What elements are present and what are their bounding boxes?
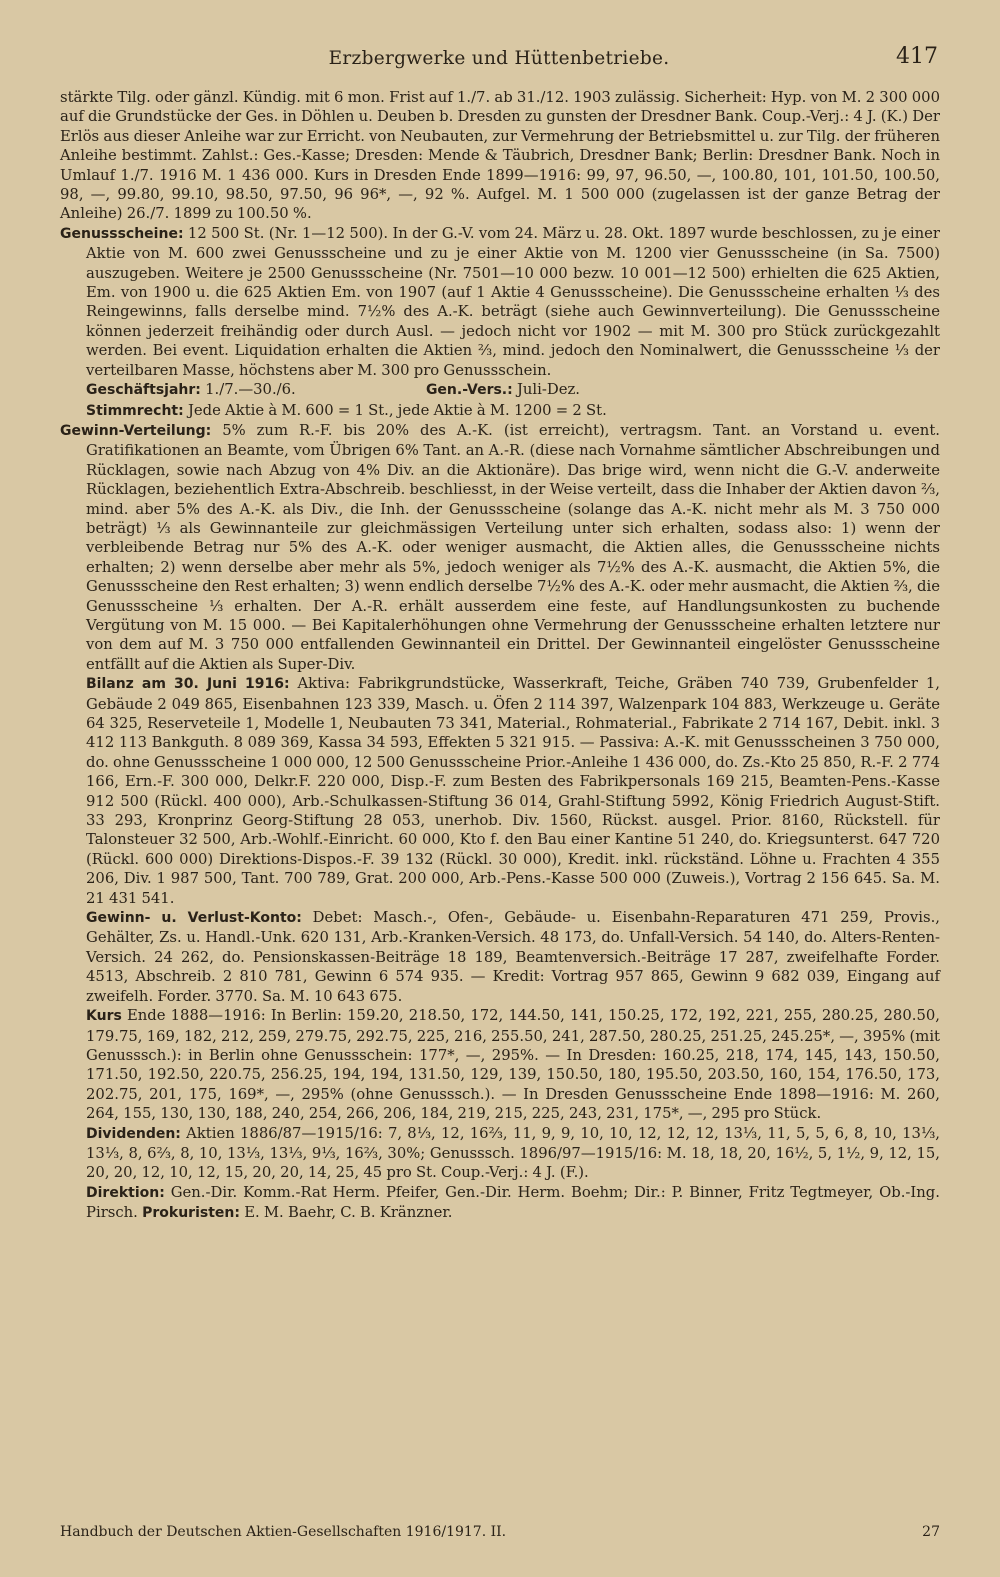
paragraph-bilanz xyxy=(60,674,940,908)
footer-handbook-title: Handbuch der Deutschen Aktien-Gesellschaften 1916/1917. II. xyxy=(60,1524,507,1540)
paragraph-dividenden xyxy=(60,1124,940,1183)
dividenden-label: Dividenden: xyxy=(86,1125,181,1142)
paragraph-anleihe: stärkte Tilg. oder gänzl. Kündig. mit 6 mon. Frist auf 1./7. ab 31./12. 1903 zulässig. Sicherheit: Hyp. von M. 2 300 000 auf die Grundstücke der Ges. in Döhlen u. Deuben b. Dresden zu gunsten der Dresdner Bank. Coup.-Verj.: 4 J. (K.) Der Erlös aus dieser Anleihe war zur Erricht. von Neubauten, zur Vermehrung der Betriebsmittel u. zur Tilg. der früheren Anleihe bestimmt. Zahlst.: Ges.-Kasse; Dresden: Mende & Täubrich, Dresdner Bank; Berlin: Dresdner Bank. Noch in Umlauf 1./7. 1916 M. 1 436 000. Kurs in Dresden Ende 1899—1916: 99, 97, 96.50, —, 100.80, 101, 101.50, 100.50, 98, —, 99.80, 99.10, 98.50, 97.50, 96 96*, —, 92 %. Aufgel. M. 1 500 000 (zugelassen ist der ganze Betrag der Anleihe) 26./7. 1899 zu 100.50 %. xyxy=(60,89,940,223)
geschaeftsjahr xyxy=(86,380,296,400)
paragraph-kurs xyxy=(60,1006,940,1123)
gewinn-verteilung-label: Gewinn-Verteilung: xyxy=(60,422,212,439)
stimmrecht-label: Stimmrecht: xyxy=(86,402,184,419)
geschaeftsjahr-value: 1./7.—30./6. xyxy=(205,381,296,399)
genussscheine-label: Genussscheine: xyxy=(60,225,184,242)
paragraph-genussscheine xyxy=(60,224,940,380)
gen-vers xyxy=(426,380,580,400)
direktion-label: Direktion: xyxy=(86,1184,165,1201)
prokuristen-text: E. M. Baehr, C. B. Kränzner. xyxy=(244,1204,453,1222)
prokuristen-label: Prokuristen: xyxy=(142,1205,240,1222)
paragraph-gewinn-verlust xyxy=(60,908,940,1006)
footer-signature-number: 27 xyxy=(922,1524,940,1540)
gewinn-verlust-label: Gewinn- u. Verlust-Konto: xyxy=(86,910,302,927)
gewinn-verlust-text: Debet: Masch.-, Ofen-, Gebäude- u. Eisenbahn-Reparaturen 471 259, Provis., Gehälter, Zs. u. Handl.-Unk. 620 131, Arb.-Kranken-Versich. 48 173, do. Unfall-Versich. 54 140, do. Alters-Renten-Versich. 24 262, do. Pensionskassen-Beiträge 18 189, Beamtenversich.-Beiträge 17 287, zweifelhafte Forder. 4513, Abschreib. 2 810 781, Gewinn 6 574 935. — Kredit: Vortrag 957 865, Gewinn 9 682 039, Eingang auf zweifelh. Forder. 3770. Sa. M. 10 643 675. xyxy=(86,909,940,1005)
gewinn-verteilung-text: 5% zum R.-F. bis 20% des A.-K. (ist erreicht), vertragsm. Tant. an Vorstand u. event. Gratifikationen an Beamte, vom Übrigen 6% Tant. an A.-R. (diese nach Vornahme sämtlicher Abschreibungen und Rücklagen, sowie nach Abzug von 4% Div. an die Aktionäre). Das brige wird, wenn nicht die G.-V. anderweite Rücklagen, beziehentlich Extra-Abschreib. beschliesst, in der Weise verteilt, dass die Inhaber der Aktien davon ⅔, mind. aber 5% des A.-K. als Div., die Inh. der Genussscheine (solange das A.-K. nicht mehr als M. 3 750 000 beträgt) ⅓ als Gewinnanteile zur gleichmässigen Verteilung unter sich erhalten, sodass also: 1) wenn der verbleibende Betrag nur 5% des A.-K. oder weniger ausmacht, die Aktien alles, die Genussscheine nichts erhalten; 2) wenn derselbe aber mehr als 5%, jedoch weniger als 7½% des A.-K. ausmacht, die Aktien 5%, die Genussscheine den Rest erhalten; 3) wenn endlich derselbe 7½% des A.-K. oder mehr ausmacht, die Aktien ⅔, die Genussscheine ⅓ erhalten. Der A.-R. erhält ausserdem eine feste, auf Handlungsunkosten zu buchende Vergütung von M. 15 000. — Bei Kapitalerhöhungen ohne Vermehrung der Genussscheine erhalten letztere nur von dem auf M. 3 750 000 entfallenden Gewinnanteil ein Drittel. Der Gewinnanteil eingelöster Genussscheine entfällt auf die Aktien als Super-Div. xyxy=(86,421,940,673)
stimmrecht-text: Jede Aktie à M. 600 = 1 St., jede Aktie à M. 1200 = 2 St. xyxy=(187,401,607,419)
paragraph-gewinn-verteilung xyxy=(60,421,940,674)
paragraph-direktion xyxy=(60,1183,940,1224)
page-body xyxy=(60,88,940,1224)
page-header xyxy=(60,44,938,80)
running-title: Erzbergwerke und Hüttenbetriebe. xyxy=(328,48,670,69)
dividenden-text: Aktien 1886/87—1915/16: 7, 8⅓, 12, 16⅔, 11, 9, 9, 10, 10, 12, 12, 12, 13⅓, 11, 5, 5, 6, 8, 10, 13⅓, 13⅓, 8, 6⅔, 8, 10, 13⅓, 13⅓, 9⅓, 16⅔, 30%; Genusssch. 1896/97—1915/16: M. 18, 18, 20, 16½, 5, 1½, 9, 12, 15, 20, 20, 12, 10, 12, 15, 20, 20, 14, 25, 45 pro St. Coup.-Verj.: 4 J. (F.). xyxy=(86,1124,940,1182)
gen-vers-label: Gen.-Vers.: xyxy=(425,382,513,399)
gen-vers-value: Juli-Dez. xyxy=(516,381,580,399)
kurs-text: Ende 1888—1916: In Berlin: 159.20, 218.50, 172, 144.50, 141, 150.25, 172, 192, 221, 255, 280.25, 280.50, 179.75, 169, 182, 212, 259, 279.75, 292.75, 225, 216, 255.50, 241, 287.50, 280.25, 251.25, 245.25*, —, 395% (mit Genusssch.): in Berlin ohne Genussschein: 177*, —, 295%. — In Dresden: 160.25, 218, 174, 145, 143, 150.50, 171.50, 192.50, 220.75, 256.25, 194, 194, 131.50, 129, 139, 150.50, 180, 195.50, 203.50, 160, 154, 176.50, 173, 202.75, 201, 175, 169*, —, 295% (ohne Genusssch.). — In Dresden Genussscheine Ende 1898—1916: M. 260, 264, 155, 130, 130, 188, 240, 254, 266, 206, 184, 219, 215, 225, 243, 231, 175*, —, 295 pro Stück. xyxy=(86,1007,940,1123)
geschaeftsjahr-row xyxy=(60,380,940,400)
page-footer xyxy=(60,1524,940,1540)
geschaeftsjahr-label: Geschäftsjahr: xyxy=(86,382,201,399)
bilanz-label: Bilanz am 30. Juni 1916: xyxy=(86,676,290,693)
bilanz-text: Aktiva: Fabrikgrundstücke, Wasserkraft, Teiche, Gräben 740 739, Grubenfelder 1, Gebäude 2 049 865, Eisenbahnen 123 339, Masch. u. Öfen 2 114 397, Walzenpark 104 883, Werkzeuge u. Geräte 64 325, Reserveteile 1, Modelle 1, Neubauten 73 341, Material., Rohmaterial., Fabrikate 2 714 167, Debit. inkl. 3 412 113 Bankguth. 8 089 369, Kassa 34 593, Effekten 5 321 915. — Passiva: A.-K. mit Genussscheinen 3 750 000, do. ohne Genussscheine 1 000 000, 12 500 Genussscheine Prior.-Anleihe 1 436 000, do. Zs.-Kto 25 850, R.-F. 2 774 166, Ern.-F. 300 000, Delkr.F. 220 000, Disp.-F. zum Besten des Fabrikpersonals 169 215, Beamten-Pens.-Kasse 912 500 (Rückl. 400 000), Arb.-Schulkassen-Stiftung 36 014, Grahl-Stiftung 5992, König Friedrich August-Stift. 33 293, Kronprinz Georg-Stiftung 28 053, unerhob. Div. 1560, Rückst. ausgel. Prior. 8160, Rückstell. für Talonsteuer 32 500, Arb.-Wohlf.-Einricht. 60 000, Kto f. den Bau einer Kantine 51 240, do. Kriegsunterst. 647 720 (Rückl. 600 000) Direktions-Dispos.-F. 39 132 (Rückl. 30 000), Kredit. inkl. rückständ. Löhne u. Frachten 4 355 206, Div. 1 987 500, Tant. 700 789, Grat. 200 000, Arb.-Pens.-Kasse 500 000 (Zuweis.), Vortrag 2 156 645. Sa. M. 21 431 541. xyxy=(86,675,940,907)
kurs-label: Kurs xyxy=(86,1008,122,1025)
direktion-text: Gen.-Dir. Komm.-Rat Herm. Pfeifer, Gen.-Dir. Herm. Boehm; Dir.: P. Binner, Fritz Tegtmeyer, Ob.-Ing. Pirsch. xyxy=(86,1183,940,1222)
genussscheine-text: 12 500 St. (Nr. 1—12 500). In der G.-V. vom 24. März u. 28. Okt. 1897 wurde beschlossen, zu je einer Aktie von M. 600 zwei Genussscheine und zu je einer Aktie von M. 1200 vier Genussscheine (in Sa. 7500) auszugeben. Weitere je 2500 Genussscheine (Nr. 7501—10 000 bezw. 10 001—12 500) erhielten die 625 Aktien, Em. von 1900 u. die 625 Aktien Em. von 1907 (auf 1 Aktie 4 Genussscheine). Die Genussscheine erhalten ⅓ des Reingewinns, falls derselbe mind. 7½% des A.-K. beträgt (siehe auch Gewinnverteilung). Die Genussscheine können jederzeit freihändig oder durch Ausl. — jedoch nicht vor 1902 — mit M. 300 pro Stück zurückgezahlt werden. Bei event. Liquidation erhalten die Aktien ⅔, mind. jedoch den Nominalwert, die Genussscheine ⅓ der verteilbaren Masse, höchstens aber M. 300 pro Genussschein. xyxy=(86,224,940,379)
page-number: 417 xyxy=(896,44,938,69)
paragraph-stimmrecht xyxy=(60,401,940,421)
